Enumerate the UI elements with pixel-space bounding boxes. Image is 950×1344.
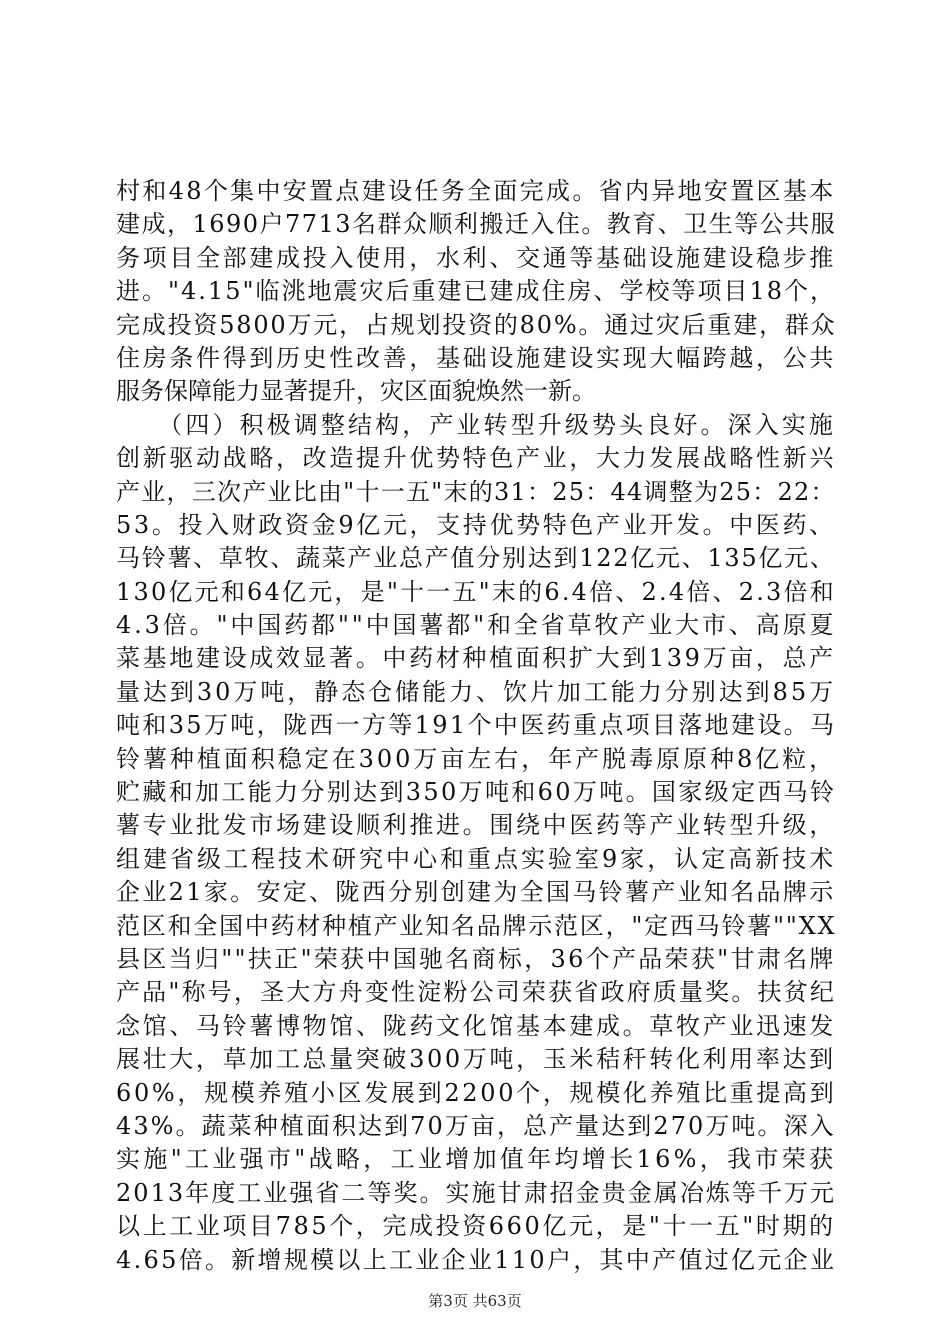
body-line: 念馆、马铃薯博物馆、陇药文化馆基本建成。草牧产业迅速发 xyxy=(116,1011,837,1040)
body-line: 服务保障能力显著提升，灾区面貌焕然一新。 xyxy=(116,377,596,406)
body-line: 进。"4.15"临洮地震灾后重建已建成住房、学校等项目18个， xyxy=(116,277,837,306)
body-line: 建成，1690户7713名群众顺利搬迁入住。教育、卫生等公共服 xyxy=(116,210,837,239)
body-line: 实施"工业强市"战略，工业增加值年均增长16%，我市荣获 xyxy=(116,1145,837,1174)
body-line: 马铃薯、草牧、蔬菜产业总产值分别达到122亿元、135亿元、 xyxy=(116,544,836,573)
body-line: 4.65倍。新增规模以上工业企业110户，其中产值过亿元企业 xyxy=(116,1245,837,1274)
body-line: 产业，三次产业比由"十一五"末的31：25：44调整为25：22： xyxy=(116,477,836,506)
body-line: 43%。蔬菜种植面积达到70万亩，总产量达到270万吨。深入 xyxy=(116,1111,836,1140)
body-text xyxy=(116,175,836,1277)
body-line: 村和48个集中安置点建设任务全面完成。省内异地安置区基本 xyxy=(116,177,836,205)
body-line: 吨和35万吨，陇西一方等191个中医药重点项目落地建设。马 xyxy=(116,711,837,740)
body-line: 130亿元和64亿元，是"十一五"末的6.4倍、2.4倍、2.3倍和 xyxy=(116,577,836,606)
page-footer: 第3页 共63页 xyxy=(428,1292,522,1310)
body-line: 范区和全国中药材种植产业知名品牌示范区，"定西马铃薯""XX xyxy=(116,911,837,940)
body-line: 产品"称号，圣大方舟变性淀粉公司荣获省政府质量奖。扶贫纪 xyxy=(116,978,837,1007)
body-line: 薯专业批发市场建设顺利推进。围绕中医药等产业转型升级， xyxy=(116,811,837,840)
body-line: 菜基地建设成效显著。中药材种植面积扩大到139万亩，总产 xyxy=(116,644,836,673)
body-line: 创新驱动战略，改造提升优势特色产业，大力发展战略性新兴 xyxy=(116,444,837,473)
body-line: 2013年度工业强省二等奖。实施甘肃招金贵金属冶炼等千万元 xyxy=(116,1178,837,1207)
body-line: 完成投资5800万元，占规划投资的80%。通过灾后重建，群众 xyxy=(116,310,837,339)
body-line: 企业21家。安定、陇西分别创建为全国马铃薯产业知名品牌示 xyxy=(116,878,836,907)
body-line: 60%，规模养殖小区发展到2200个，规模化养殖比重提高到 xyxy=(116,1078,837,1107)
body-line: 贮藏和加工能力分别达到350万吨和60万吨。国家级定西马铃 xyxy=(116,778,837,807)
body-line: 53。投入财政资金9亿元，支持优势特色产业开发。中医药、 xyxy=(116,510,836,539)
body-line: 以上工业项目785个，完成投资660亿元，是"十一五"时期的 xyxy=(116,1212,836,1241)
body-line: 县区当归""扶正"荣获中国驰名商标，36个产品荣获"甘肃名牌 xyxy=(116,944,836,973)
body-line: 住房条件得到历史性改善，基础设施建设实现大幅跨越，公共 xyxy=(116,343,837,372)
body-line: 4.3倍。"中国药都""中国薯都"和全省草牧产业大市、高原夏 xyxy=(116,611,837,640)
body-line: 铃薯种植面积稳定在300万亩左右，年产脱毒原原种8亿粒， xyxy=(116,744,837,773)
body-line: 组建省级工程技术研究中心和重点实验室9家，认定高新技术 xyxy=(116,844,837,873)
body-line: （四）积极调整结构，产业转型升级势头良好。深入实施 xyxy=(116,410,836,439)
body-line: 展壮大，草加工总量突破300万吨，玉米秸秆转化利用率达到 xyxy=(116,1045,836,1074)
body-line: 量达到30万吨，静态仓储能力、饮片加工能力分别达到85万 xyxy=(116,677,837,706)
body-line: 务项目全部建成投入使用，水利、交通等基础设施建设稳步推 xyxy=(116,243,837,272)
